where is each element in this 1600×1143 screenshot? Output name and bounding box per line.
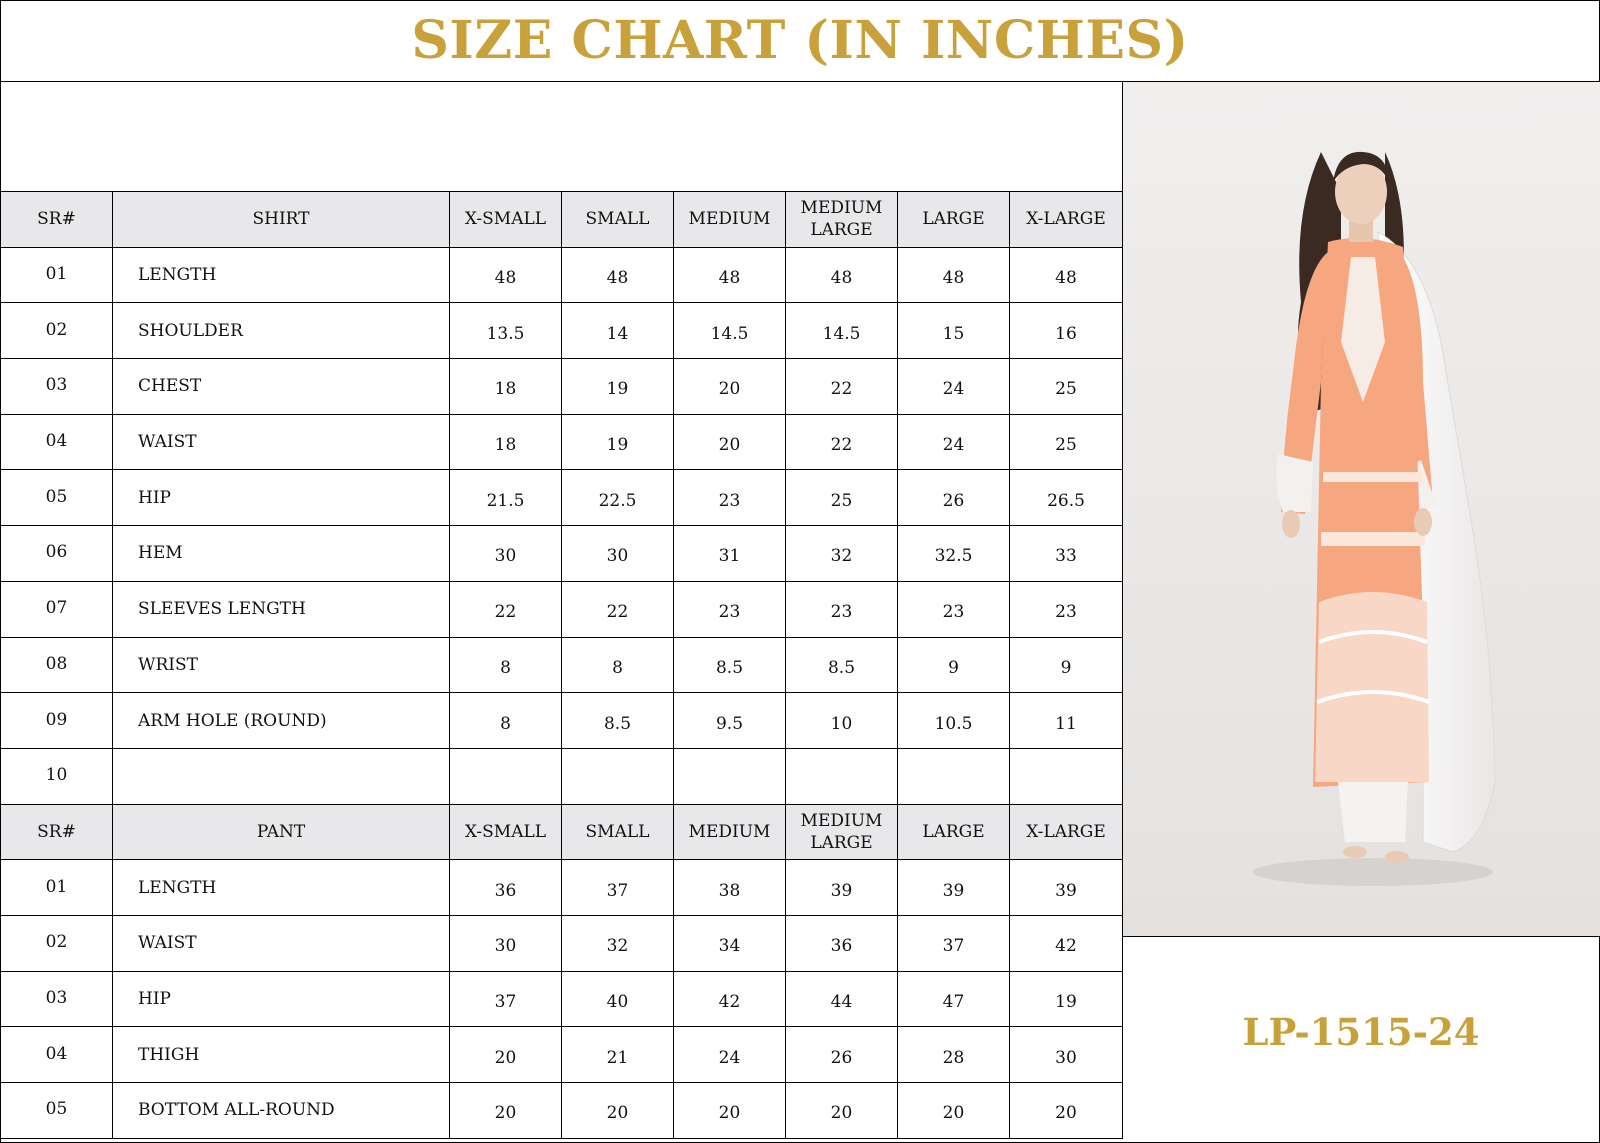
measurement-value: 15 [898,303,1010,359]
measurement-value: 8 [562,637,674,693]
measurement-name: CHEST [113,359,450,415]
measurement-value: 20 [674,1083,786,1139]
table-row [1,526,1123,582]
page-title: SIZE CHART (IN INCHES) [411,10,1189,71]
table-row [1,470,1123,526]
table-row [1,637,1123,693]
measurement-value: 42 [674,971,786,1027]
measurement-value [674,748,786,804]
measurement-value: 25 [1010,414,1123,470]
measurement-value: 23 [1010,581,1123,637]
measurement-value: 30 [450,526,562,582]
measurement-name: THIGH [113,1027,450,1083]
column-header: PANT [113,804,450,860]
measurement-name: ARM HOLE (ROUND) [113,693,450,749]
measurement-value: 8.5 [674,637,786,693]
sr-number: 06 [1,526,113,582]
measurement-name [113,748,450,804]
sr-number: 10 [1,748,113,804]
measurement-value: 36 [786,915,898,971]
measurement-value: 20 [786,1083,898,1139]
measurement-value: 23 [674,581,786,637]
measurement-value: 24 [898,359,1010,415]
measurement-name: SHOULDER [113,303,450,359]
measurement-value: 22 [786,414,898,470]
measurement-value: 36 [450,860,562,916]
model-illustration [1123,82,1600,937]
column-header: X-SMALL [450,804,562,860]
measurement-value: 9 [1010,637,1123,693]
measurement-value: 48 [450,247,562,303]
title-banner [0,0,1600,82]
measurement-value: 8 [450,637,562,693]
measurement-value: 48 [898,247,1010,303]
table-row [1,915,1123,971]
measurement-name: HIP [113,470,450,526]
measurement-name: LENGTH [113,860,450,916]
blank-area [0,82,1122,192]
measurement-name: LENGTH [113,247,450,303]
measurement-value [898,748,1010,804]
column-header: X-LARGE [1010,192,1123,248]
measurement-value: 19 [562,414,674,470]
measurement-value: 21 [562,1027,674,1083]
measurement-value: 8.5 [786,637,898,693]
measurement-value: 18 [450,414,562,470]
column-header: SMALL [562,804,674,860]
column-header: LARGE [898,192,1010,248]
measurement-value: 22 [562,581,674,637]
measurement-value: 48 [1010,247,1123,303]
sr-number: 05 [1,1083,113,1139]
size-chart-table [0,191,1123,1139]
measurement-value: 24 [898,414,1010,470]
measurement-value: 26.5 [1010,470,1123,526]
table-row [1,971,1123,1027]
measurement-value: 25 [1010,359,1123,415]
measurement-name: BOTTOM ALL-ROUND [113,1083,450,1139]
measurement-value: 23 [674,470,786,526]
measurement-value: 10 [786,693,898,749]
measurement-value [1010,748,1123,804]
measurement-value [786,748,898,804]
measurement-value: 32 [562,915,674,971]
column-header: SR# [1,804,113,860]
sr-number: 04 [1,414,113,470]
sr-number: 03 [1,359,113,415]
measurement-value: 44 [786,971,898,1027]
measurement-value: 9 [898,637,1010,693]
sr-number: 08 [1,637,113,693]
measurement-name: HEM [113,526,450,582]
column-header: MEDIUM [674,804,786,860]
measurement-value: 32 [786,526,898,582]
measurement-value [450,748,562,804]
measurement-value: 34 [674,915,786,971]
table-row [1,581,1123,637]
measurement-value: 31 [674,526,786,582]
measurement-value: 37 [562,860,674,916]
table-row [1,414,1123,470]
measurement-value: 20 [562,1083,674,1139]
measurement-value: 37 [450,971,562,1027]
sr-number: 04 [1,1027,113,1083]
measurement-value: 33 [1010,526,1123,582]
measurement-value: 39 [1010,860,1123,916]
sr-number: 01 [1,247,113,303]
column-header: SMALL [562,192,674,248]
column-header: SHIRT [113,192,450,248]
table-row [1,247,1123,303]
measurement-value: 20 [898,1083,1010,1139]
table-row [1,303,1123,359]
table-row [1,860,1123,916]
measurement-value: 48 [786,247,898,303]
measurement-value: 18 [450,359,562,415]
measurement-value: 8 [450,693,562,749]
column-header: MEDIUM LARGE [786,804,898,860]
measurement-value: 22.5 [562,470,674,526]
sr-number: 05 [1,470,113,526]
measurement-value: 20 [674,359,786,415]
measurement-name: HIP [113,971,450,1027]
measurement-value: 10.5 [898,693,1010,749]
column-header: MEDIUM [674,192,786,248]
measurement-value: 42 [1010,915,1123,971]
measurement-name: WAIST [113,915,450,971]
product-code: LP-1515-24 [1242,1010,1480,1054]
measurement-value: 22 [786,359,898,415]
measurement-value: 38 [674,860,786,916]
measurement-value: 19 [562,359,674,415]
measurement-value: 37 [898,915,1010,971]
measurement-value: 8.5 [562,693,674,749]
column-header: SR# [1,192,113,248]
table-row [1,1083,1123,1139]
sr-number: 02 [1,915,113,971]
measurement-value: 22 [450,581,562,637]
measurement-value: 39 [898,860,1010,916]
sr-number: 09 [1,693,113,749]
measurement-value: 40 [562,971,674,1027]
measurement-value: 24 [674,1027,786,1083]
sr-number: 07 [1,581,113,637]
measurement-value: 39 [786,860,898,916]
measurement-value: 26 [898,470,1010,526]
column-header: MEDIUM LARGE [786,192,898,248]
measurement-value: 30 [1010,1027,1123,1083]
measurement-value: 20 [674,414,786,470]
column-header: LARGE [898,804,1010,860]
measurement-value: 16 [1010,303,1123,359]
sr-number: 02 [1,303,113,359]
table-row [1,748,1123,804]
sr-number: 03 [1,971,113,1027]
measurement-value: 14.5 [786,303,898,359]
measurement-value: 14.5 [674,303,786,359]
measurement-value: 26 [786,1027,898,1083]
measurement-value: 20 [450,1083,562,1139]
measurement-value: 14 [562,303,674,359]
shirt-header-row [1,192,1123,248]
measurement-name: WAIST [113,414,450,470]
model-photo [1122,82,1600,937]
table-row [1,1027,1123,1083]
measurement-value: 30 [450,915,562,971]
measurement-value: 20 [450,1027,562,1083]
table-row [1,359,1123,415]
sr-number: 01 [1,860,113,916]
measurement-value: 48 [562,247,674,303]
measurement-value: 30 [562,526,674,582]
measurement-value: 47 [898,971,1010,1027]
measurement-value: 19 [1010,971,1123,1027]
measurement-name: WRIST [113,637,450,693]
measurement-value [562,748,674,804]
measurement-value: 9.5 [674,693,786,749]
column-header: X-SMALL [450,192,562,248]
column-header: X-LARGE [1010,804,1123,860]
measurement-value: 13.5 [450,303,562,359]
measurement-name: SLEEVES LENGTH [113,581,450,637]
measurement-value: 32.5 [898,526,1010,582]
measurement-value: 23 [898,581,1010,637]
measurement-value: 48 [674,247,786,303]
table-row [1,693,1123,749]
measurement-value: 23 [786,581,898,637]
measurement-value: 21.5 [450,470,562,526]
measurement-value: 11 [1010,693,1123,749]
measurement-value: 20 [1010,1083,1123,1139]
measurement-value: 28 [898,1027,1010,1083]
pant-header-row [1,804,1123,860]
measurement-value: 25 [786,470,898,526]
